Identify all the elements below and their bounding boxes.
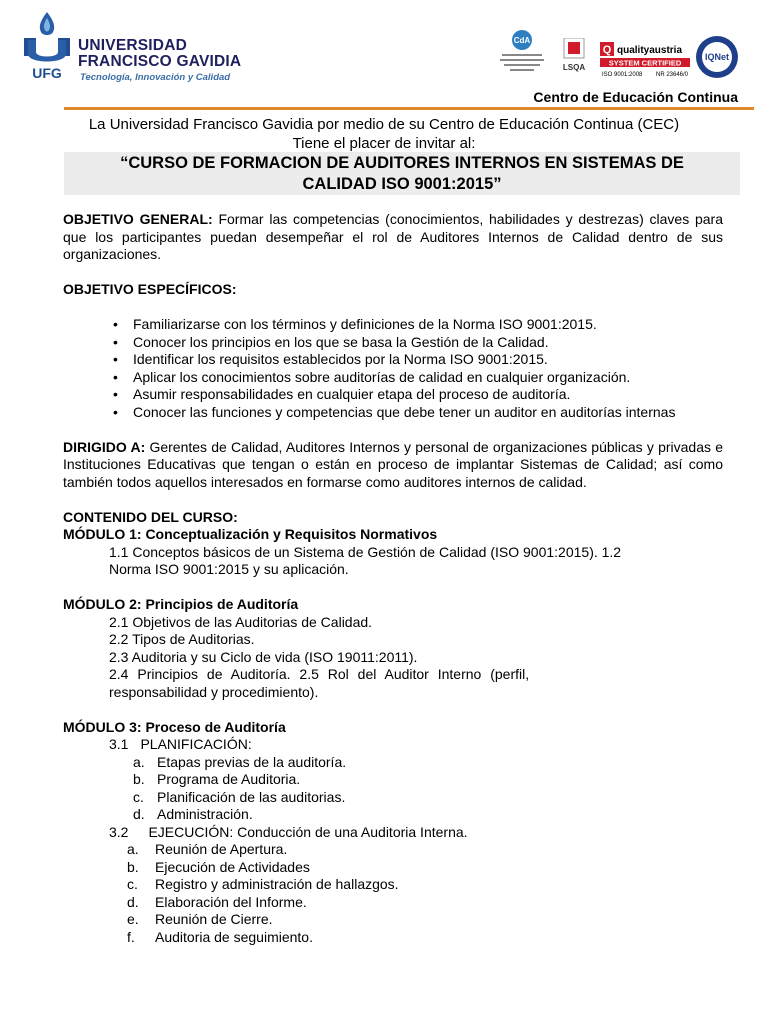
- university-name-line1: UNIVERSIDAD: [78, 37, 187, 54]
- course-title-line1: “CURSO DE FORMACION DE AUDITORES INTERNOS EN SISTEMAS DE: [120, 154, 684, 172]
- lsqa-logo: [560, 38, 588, 76]
- modulo3-sec1-heading: 3.1 PLANIFICACIÓN:: [109, 736, 252, 752]
- modulo1-title: MÓDULO 1: Conceptualización y Requisitos Normativos: [63, 526, 438, 542]
- intro-line1: La Universidad Francisco Gavidia por medio de su Centro de Educación Continua (CEC): [88, 116, 680, 133]
- modulo2-item: 2.2 Tipos de Auditorias.: [109, 631, 255, 647]
- ufg-logo: [22, 10, 72, 82]
- document-body: [63, 211, 723, 946]
- university-name-line2: FRANCISCO GAVIDIA: [78, 53, 242, 70]
- intro-line2: Tiene el placer de invitar al:: [292, 135, 476, 152]
- objetivos-especificos-label: OBJETIVO ESPECÍFICOS:: [63, 281, 237, 297]
- objetivo-general-label: OBJETIVO GENERAL:: [63, 211, 213, 227]
- contenido-label: CONTENIDO DEL CURSO:: [63, 508, 238, 525]
- lsqa-label: LSQA: [562, 63, 586, 72]
- list-item: • Asumir responsabilidades en cualquier etapa del proceso de auditoría.: [113, 386, 571, 402]
- list-item: • Identificar los requisitos establecidos por la Norma ISO 9001:2015.: [113, 351, 548, 367]
- list-item: b. Ejecución de Actividades: [127, 858, 310, 875]
- dirigido-a: [63, 439, 723, 492]
- qa-nr: NR 23646/0: [656, 72, 689, 78]
- list-item: d. Elaboración del Informe.: [127, 893, 307, 910]
- modulo2-title: MÓDULO 2: Principios de Auditoría: [63, 596, 299, 612]
- dirigido-text: Gerentes de Calidad, Auditores Internos y personal de organizaciones públicas y privadas e Instituciones Educativas que tengan o están en proceso de implantar Sistemas de Calidad; así como también todos aquellos interesados en formarse como auditores internos de calidad.: [63, 438, 724, 490]
- list-item: • Familiarizarse con los términos y definiciones de la Norma ISO 9001:2015.: [113, 316, 597, 332]
- modulo3-sec2-heading: 3.2 EJECUCIÓN: Conducción de una Auditoria Interna.: [109, 823, 468, 840]
- iqnet-label: IQNet: [704, 52, 730, 62]
- list-item: a. Reunión de Apertura.: [127, 841, 288, 857]
- course-title-line2: CALIDAD ISO 9001:2015”: [302, 175, 502, 193]
- list-item: • Conocer los principios en los que se basa la Gestión de la Calidad.: [113, 333, 549, 350]
- list-item: c. Planificación de las auditorias.: [133, 788, 346, 805]
- objetivo-general-text: Formar las competencias (conocimientos, habilidades y destrezas) claves para que los participantes puedan desempeñar el rol de Auditores Internos de Calidad dentro de sus organizaciones.: [63, 211, 723, 262]
- intro: [0, 115, 768, 153]
- objetivo-general: [63, 211, 723, 264]
- modulo1-line2: Norma ISO 9001:2015 y su aplicación.: [109, 561, 349, 577]
- ufg-logo-text: UFG: [32, 65, 62, 81]
- svg-text:Q: Q: [602, 44, 612, 56]
- university-tagline: Tecnología, Innovación y Calidad: [80, 72, 231, 83]
- modulo2-item: 2.4 Principios de Auditoría. 2.5 Rol del Auditor Interno (perfil,: [109, 666, 530, 682]
- university-name: [78, 38, 241, 70]
- qa-iso: ISO 9001:2008: [602, 72, 643, 78]
- list-item: d. Administración.: [133, 806, 253, 822]
- modulo3-title: MÓDULO 3: Proceso de Auditoría: [63, 718, 286, 735]
- header-divider: [64, 107, 754, 110]
- modulo2-item: 2.1 Objetivos de las Auditorias de Calidad.: [109, 613, 373, 630]
- modulo2-item: 2.3 Auditoria y su Ciclo de vida (ISO 19011:2011).: [109, 648, 418, 665]
- list-item: b. Programa de Auditoria.: [133, 771, 301, 787]
- cda-logo: [496, 28, 548, 74]
- cda-label: CdA: [513, 36, 531, 45]
- objetivos-especificos-list: [63, 316, 723, 421]
- qa-system: SYSTEM CERTIFIED: [608, 58, 682, 68]
- list-item: c. Registro y administración de hallazgos.: [127, 876, 399, 892]
- course-title-box: [64, 152, 740, 195]
- modulo2-item: responsabilidad y procedimiento).: [109, 683, 319, 700]
- qa-brand: qualityaustria: [617, 45, 683, 56]
- list-item: f. Auditoria de seguimiento.: [127, 928, 313, 945]
- quality-austria-logo: [600, 40, 692, 80]
- list-item: e. Reunión de Cierre.: [127, 911, 273, 927]
- list-item: • Conocer las funciones y competencias que debe tener un auditor en auditorías internas: [113, 403, 676, 420]
- list-item: a. Etapas previas de la auditoría.: [133, 753, 347, 770]
- course-title: [64, 152, 740, 195]
- modulo1-line1: 1.1 Conceptos básicos de un Sistema de Gestión de Calidad (ISO 9001:2015). 1.2: [109, 543, 622, 560]
- iqnet-logo: [694, 34, 740, 80]
- section-title: Centro de Educación Continua: [533, 89, 738, 105]
- dirigido-label: DIRIGIDO A:: [63, 438, 146, 455]
- list-item: • Aplicar los conocimientos sobre auditorías de calidad en cualquier organización.: [113, 368, 631, 385]
